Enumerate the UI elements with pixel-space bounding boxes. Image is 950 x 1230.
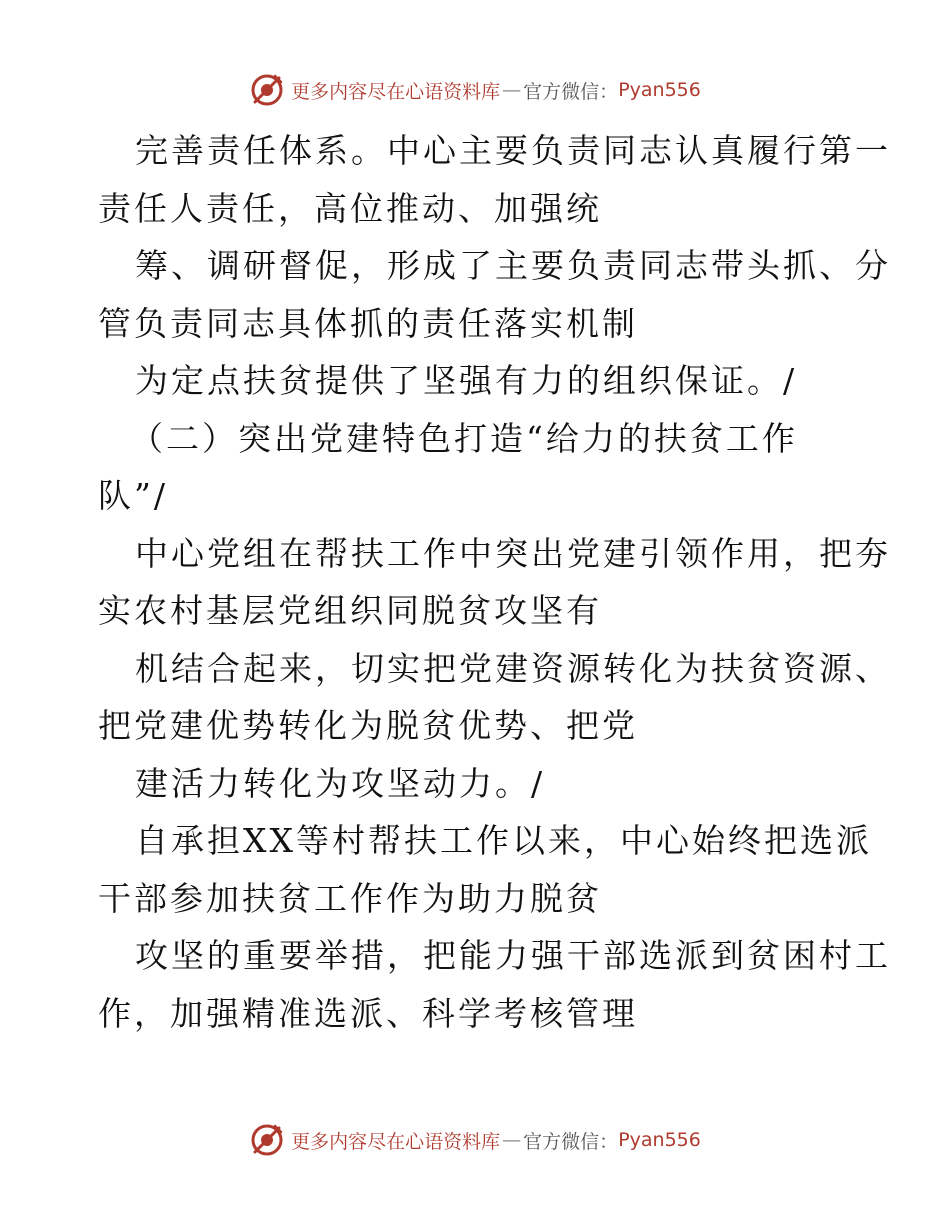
document-body <box>98 122 891 1042</box>
section-heading-continued: 队”/ <box>98 476 168 515</box>
body-line: 干部参加扶贫工作作为助力脱贫 <box>98 878 602 918</box>
banner-wechat-id: Pyan556 <box>618 79 701 101</box>
brand-logo-icon <box>249 1122 285 1158</box>
banner-separator: — <box>502 1129 522 1151</box>
body-line: 管负责同志具体抓的责任落实机制 <box>98 303 638 343</box>
body-line: 筹、调研督促，形成了主要负责同志带头抓、分 <box>135 246 891 285</box>
body-line: 完善责任体系。中心主要负责同志认真履行第一 <box>135 131 891 170</box>
banner-separator: — <box>502 79 522 101</box>
body-line: 把党建优势转化为脱贫优势、把党 <box>98 706 638 745</box>
header-banner <box>0 70 950 110</box>
banner-wechat-label: 官方微信： <box>523 80 619 103</box>
body-line: 作，加强精准选派、科学考核管理 <box>98 993 638 1033</box>
body-line: 机结合起来，切实把党建资源转化为扶贫资源、 <box>135 648 891 688</box>
body-line: 实农村基层党组织同脱贫攻坚有 <box>98 591 602 630</box>
body-line: 责任人责任，高位推动、加强统 <box>98 188 602 228</box>
body-line: 为定点扶贫提供了坚强有力的组织保证。/ <box>135 361 798 400</box>
body-line: 中心党组在帮扶工作中突出党建引领作用，把夯 <box>135 533 891 573</box>
body-line: 建活力转化为攻坚动力。/ <box>135 763 546 803</box>
banner-wechat-id: Pyan556 <box>618 1129 701 1151</box>
section-heading: （二）突出党建特色打造“给力的扶贫工作 <box>130 418 798 458</box>
banner-brand-text: 更多内容尽在心语资料库 <box>291 80 501 103</box>
banner-wechat-label: 官方微信： <box>523 1130 619 1153</box>
body-line: 攻坚的重要举措，把能力强干部选派到贫困村工 <box>135 936 891 975</box>
body-line: 自承担XX等村帮扶工作以来，中心始终把选派 <box>135 821 872 860</box>
brand-logo-icon <box>249 72 285 108</box>
footer-banner <box>0 1120 950 1160</box>
banner-brand-text: 更多内容尽在心语资料库 <box>291 1130 501 1153</box>
